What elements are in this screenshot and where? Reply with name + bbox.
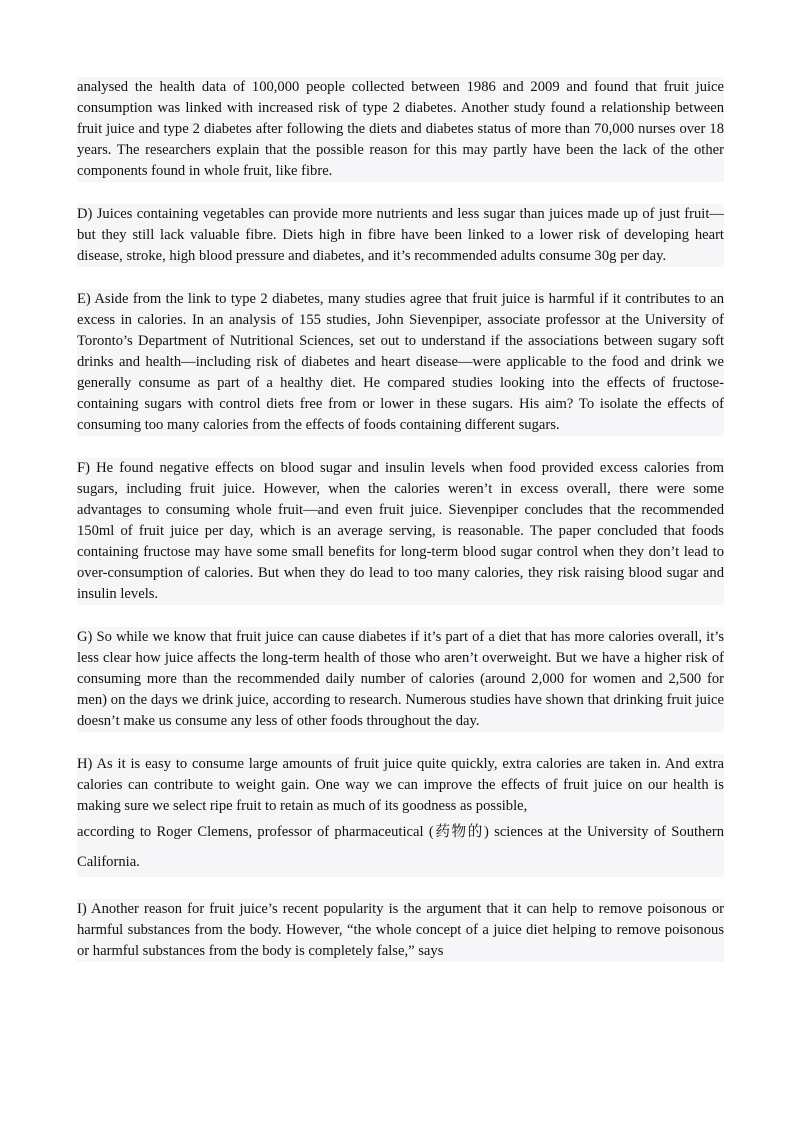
paragraph-h-part-2-text: according to Roger Clemens, professor of pharmaceutical (药物的) sciences at the University of Southern California. xyxy=(77,824,724,870)
paragraph-i: I) Another reason for fruit juice’s recent popularity is the argument that it can help to remove poisonous or harmful substances from the body. However, “the whole concept of a juice diet helping to remove poisonous or harmful substances from the body is completely false,” says xyxy=(77,899,724,962)
paragraph-e: E) Aside from the link to type 2 diabetes, many studies agree that fruit juice is harmful if it contributes to an excess in calories. In an analysis of 155 studies, John Sievenpiper, associate professor at the University of Toronto’s Department of Nutritional Sciences, set out to understand if the associations between sugary soft drinks and health—including risk of diabetes and heart disease—were applicable to the food and drink we generally consume as part of a healthy diet. He compared studies looking into the effects of fructose-containing sugars with control diets free from or lower in these sugars. His aim? To isolate the effects of consuming too many calories from the effects of foods containing different sugars. xyxy=(77,289,724,436)
paragraph-c-continued: analysed the health data of 100,000 people collected between 1986 and 2009 and found that fruit juice consumption was linked with increased risk of type 2 diabetes. Another study found a relationship between fruit juice and type 2 diabetes after following the diets and diabetes status of more than 70,000 nurses over 18 years. The researchers explain that the possible reason for this may partly have been the lack of the other components found in whole fruit, like fibre. xyxy=(77,77,724,182)
paragraph-h xyxy=(77,754,724,877)
paragraph-d: D) Juices containing vegetables can provide more nutrients and less sugar than juices made up of just fruit—but they still lack valuable fibre. Diets high in fibre have been linked to a lower risk of developing heart disease, stroke, high blood pressure and diabetes, and it’s recommended adults consume 30g per day. xyxy=(77,204,724,267)
paragraph-h-part-2 xyxy=(77,824,724,870)
paragraph-f: F) He found negative effects on blood sugar and insulin levels when food provided excess calories from sugars, including fruit juice. However, when the calories weren’t in excess overall, there were some advantages to consuming whole fruit—and even fruit juice. Sievenpiper concludes that the recommended 150ml of fruit juice per day, which is an average serving, is reasonable. The paper concluded that foods containing fructose may have some small benefits for long-term blood sugar control when they don’t lead to over-consumption of calories. But when they do lead to too many calories, they risk raising blood sugar and insulin levels. xyxy=(77,458,724,605)
paragraph-h-part-1: H) As it is easy to consume large amounts of fruit juice quite quickly, extra calories are taken in. And extra calories can contribute to weight gain. One way we can improve the effects of fruit juice on our health is making sure we select ripe fruit to retain as much of its goodness as possible, xyxy=(77,756,724,814)
document-page xyxy=(77,77,724,962)
paragraph-g: G) So while we know that fruit juice can cause diabetes if it’s part of a diet that has more calories overall, it’s less clear how juice affects the long-term health of those who aren’t overweight. But we have a higher risk of consuming more than the recommended daily number of calories (around 2,000 for women and 2,500 for men) on the days we drink juice, according to research. Numerous studies have shown that drinking fruit juice doesn’t make us consume any less of other foods throughout the day. xyxy=(77,627,724,732)
